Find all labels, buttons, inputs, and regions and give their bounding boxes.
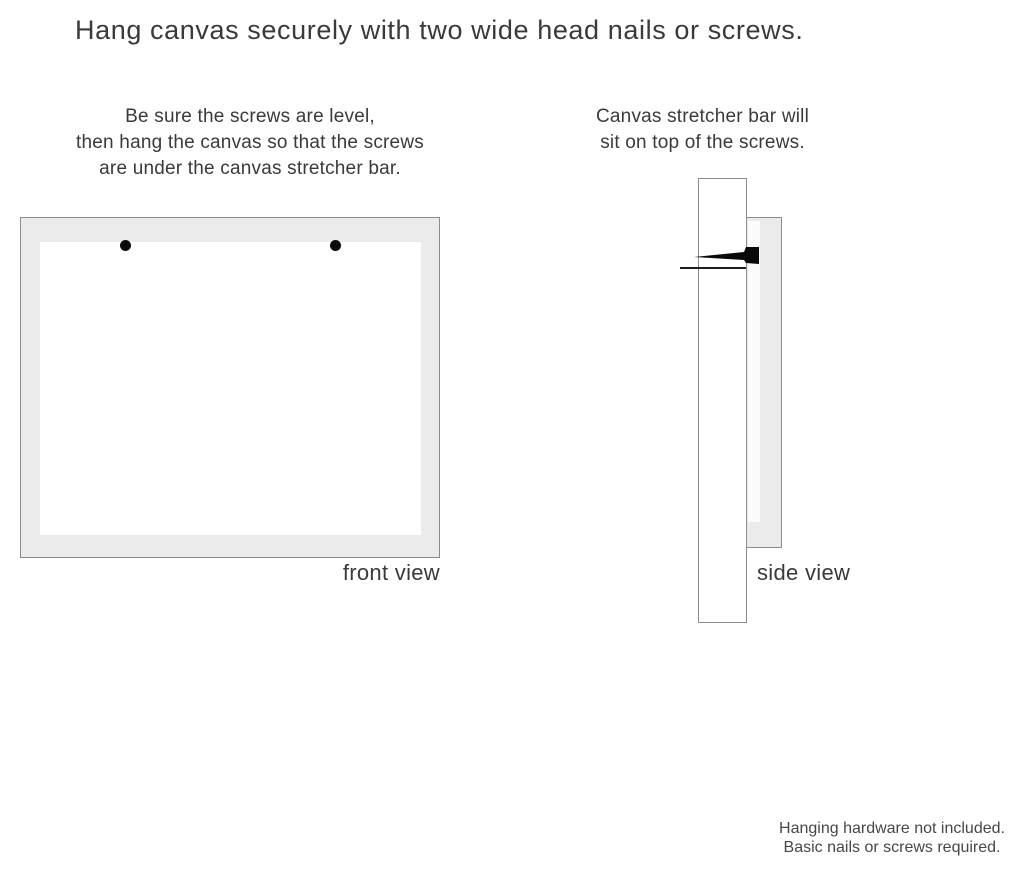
side-instruction-line-1: Canvas stretcher bar will <box>595 106 810 127</box>
side-instruction-line-2: sit on top of the screws. <box>600 132 805 153</box>
front-instruction-line-3: are under the canvas stretcher bar. <box>99 158 401 179</box>
front-view-instructions <box>30 104 470 182</box>
front-instruction-line-1: Be sure the screws are level, <box>125 106 375 127</box>
front-instruction-line-2: then hang the canvas so that the screws <box>76 132 424 153</box>
front-view-canvas-face <box>40 242 421 535</box>
disclaimer-line-1: Hanging hardware not included. <box>779 820 1005 837</box>
side-view-instructions <box>560 104 845 156</box>
hardware-disclaimer <box>737 819 1024 857</box>
front-view-canvas <box>20 217 440 558</box>
nail-head-dot-right <box>330 240 341 251</box>
front-view-label: front view <box>342 560 440 585</box>
side-view-label: side view <box>757 560 851 585</box>
nail-head-dot-left <box>120 240 131 251</box>
disclaimer-line-2: Basic nails or screws required. <box>783 839 1001 856</box>
page-title: Hang canvas securely with two wide head nails or screws. <box>75 15 804 45</box>
nail-icon <box>680 240 770 280</box>
